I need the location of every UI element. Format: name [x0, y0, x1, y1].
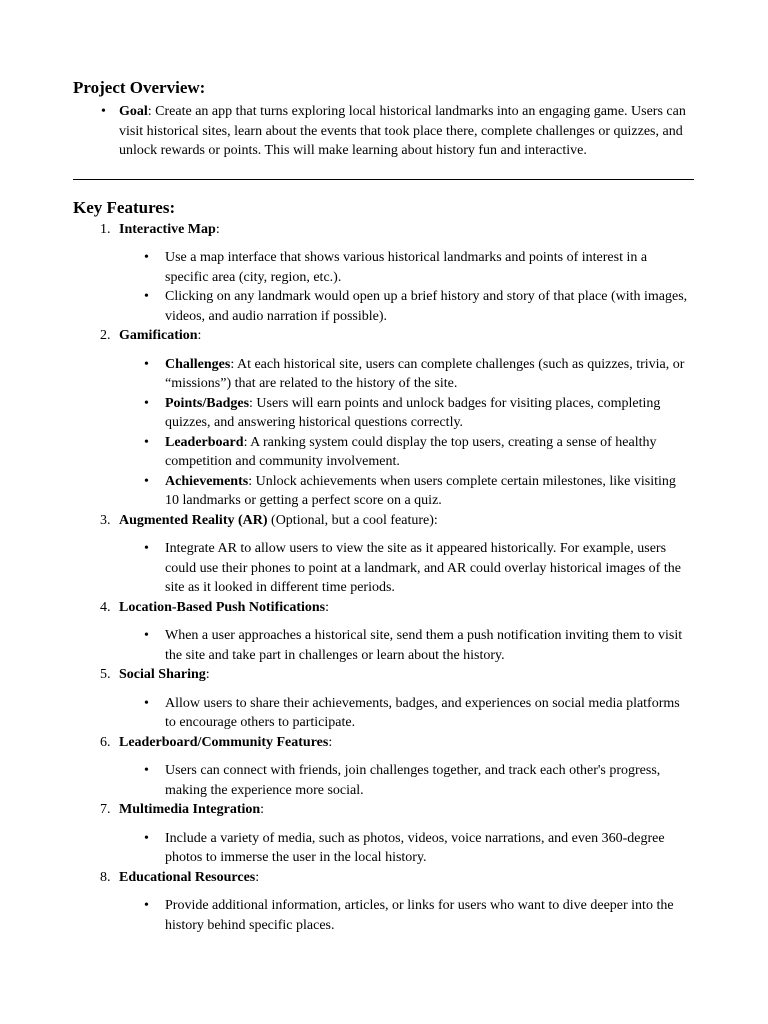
feature-sub-list	[119, 248, 695, 326]
sub-item-text: Use a map interface that shows various historical landmarks and points of interest in a specific area (city, region, etc.).	[165, 250, 648, 285]
feature-sub-list	[119, 896, 695, 935]
feature-sub-item	[144, 394, 695, 433]
bullet-icon: •	[144, 395, 149, 411]
feature-number: 3.	[100, 512, 111, 528]
feature-sub-list	[119, 829, 695, 868]
feature-heading	[119, 800, 695, 820]
feature-sub-list	[119, 626, 695, 665]
feature-sub-item	[144, 626, 695, 665]
feature-label: Interactive Map	[119, 221, 216, 237]
bullet-icon: •	[144, 356, 149, 372]
bullet-icon: •	[144, 763, 149, 778]
feature-sub-item	[144, 433, 695, 472]
sub-item-text: : At each historical site, users can complete challenges (such as quizzes, trivia, or “missions”) that are related to the history of the site.	[165, 356, 685, 391]
feature-number: 7.	[100, 802, 111, 817]
feature-item	[73, 511, 695, 598]
feature-label: Augmented Reality (AR)	[119, 512, 268, 528]
overview-heading: Project Overview:	[73, 78, 206, 97]
feature-label: Leaderboard/Community Features	[119, 734, 329, 750]
feature-heading	[119, 665, 695, 685]
sub-item-text: When a user approaches a historical site, send them a push notification inviting them to visit the site and take part in challenges or learn about the history.	[165, 628, 683, 663]
goal-text: : Create an app that turns exploring local historical landmarks into an engaging game. Users can visit historical sites, learn about the events that took place there, complete challenges or quizzes, and unlock rewards or points. This will make learning about history fun and interactive.	[119, 104, 686, 158]
feature-item	[73, 598, 695, 666]
feature-item	[73, 326, 695, 511]
feature-number: 6.	[100, 734, 111, 750]
features-heading: Key Features:	[73, 197, 176, 217]
feature-number: 8.	[100, 869, 111, 885]
feature-number: 5.	[100, 667, 111, 682]
sub-item-text: : A ranking system could display the top users, creating a sense of healthy competition and community involvement.	[165, 434, 657, 469]
goal-item	[101, 102, 695, 161]
feature-sub-item	[144, 355, 695, 394]
feature-label: Social Sharing	[119, 667, 206, 682]
feature-sub-list	[119, 539, 695, 598]
sub-item-text: Provide additional information, articles, or links for users who want to dive deeper into the history behind specific places.	[165, 898, 674, 933]
feature-number: 4.	[100, 599, 111, 615]
bullet-icon: •	[101, 104, 106, 119]
feature-sub-item	[144, 287, 695, 326]
sub-item-text: Clicking on any landmark would open up a brief history and story of that place (with images, videos, and audio narration if possible).	[165, 289, 688, 324]
bullet-icon: •	[144, 434, 149, 450]
feature-suffix: :	[325, 599, 330, 615]
feature-suffix: (Optional, but a cool feature):	[267, 512, 438, 528]
bullet-icon: •	[144, 628, 149, 643]
feature-sub-item	[144, 248, 695, 287]
bullet-icon: •	[144, 250, 149, 265]
feature-sub-list	[119, 761, 695, 800]
bullet-icon: •	[144, 830, 149, 846]
feature-number: 1.	[100, 221, 111, 237]
feature-sub-list	[119, 694, 695, 733]
feature-label: Location-Based Push Notifications	[119, 599, 326, 615]
feature-sub-item	[144, 829, 695, 868]
feature-item	[73, 665, 695, 733]
feature-sub-item	[144, 694, 695, 733]
feature-item	[73, 733, 695, 801]
overview-list	[73, 102, 695, 161]
bullet-icon: •	[144, 898, 149, 913]
feature-item	[73, 800, 695, 868]
bullet-icon: •	[144, 695, 149, 711]
feature-heading	[119, 868, 695, 888]
sub-item-text: : Users will earn points and unlock badges for visiting places, completing quizzes, and answering historical questions correctly.	[165, 395, 661, 430]
feature-item	[73, 220, 695, 327]
feature-item	[73, 868, 695, 936]
feature-sub-item	[144, 539, 695, 598]
feature-sub-list	[119, 355, 695, 511]
sub-item-label: Points/Badges	[165, 395, 250, 411]
bullet-icon: •	[144, 473, 149, 489]
feature-suffix: :	[260, 802, 265, 817]
feature-sub-item	[144, 896, 695, 935]
bullet-icon: •	[144, 541, 149, 556]
feature-label: Multimedia Integration	[119, 802, 261, 817]
feature-label: Gamification	[119, 328, 198, 343]
feature-suffix: :	[328, 734, 333, 750]
sub-item-text: Integrate AR to allow users to view the site as it appeared historically. For example, users could use their phones to point at a landmark, and AR could overlay historical images of the site as it looked in different time periods.	[165, 541, 681, 595]
feature-number: 2.	[100, 328, 111, 343]
feature-heading	[119, 326, 695, 346]
sub-item-label: Achievements	[165, 473, 249, 489]
sub-item-text: Include a variety of media, such as photos, videos, voice narrations, and even 360-degree photos to immerse the user in the local history.	[165, 830, 665, 865]
sub-item-label: Leaderboard	[165, 434, 244, 450]
feature-heading	[119, 598, 695, 618]
horizontal-rule	[73, 179, 694, 180]
feature-label: Educational Resources	[119, 869, 256, 885]
feature-suffix: :	[205, 667, 210, 682]
sub-item-text: Users can connect with friends, join challenges together, and track each other's progress, making the experience more social.	[165, 763, 661, 798]
feature-suffix: :	[255, 869, 260, 885]
feature-sub-item	[144, 761, 695, 800]
goal-label: Goal	[119, 104, 148, 119]
feature-heading	[119, 220, 695, 240]
sub-item-label: Challenges	[165, 356, 231, 372]
bullet-icon: •	[144, 289, 149, 304]
feature-sub-item	[144, 472, 695, 511]
feature-heading	[119, 733, 695, 753]
features-list	[73, 220, 695, 936]
feature-suffix: :	[215, 221, 220, 237]
feature-suffix: :	[197, 328, 202, 343]
sub-item-text: : Unlock achievements when users complete certain milestones, like visiting 10 landmarks or getting a perfect score on a quiz.	[165, 473, 676, 508]
sub-item-text: Allow users to share their achievements, badges, and experiences on social media platforms to encourage others to participate.	[165, 695, 680, 730]
feature-heading	[119, 511, 695, 531]
